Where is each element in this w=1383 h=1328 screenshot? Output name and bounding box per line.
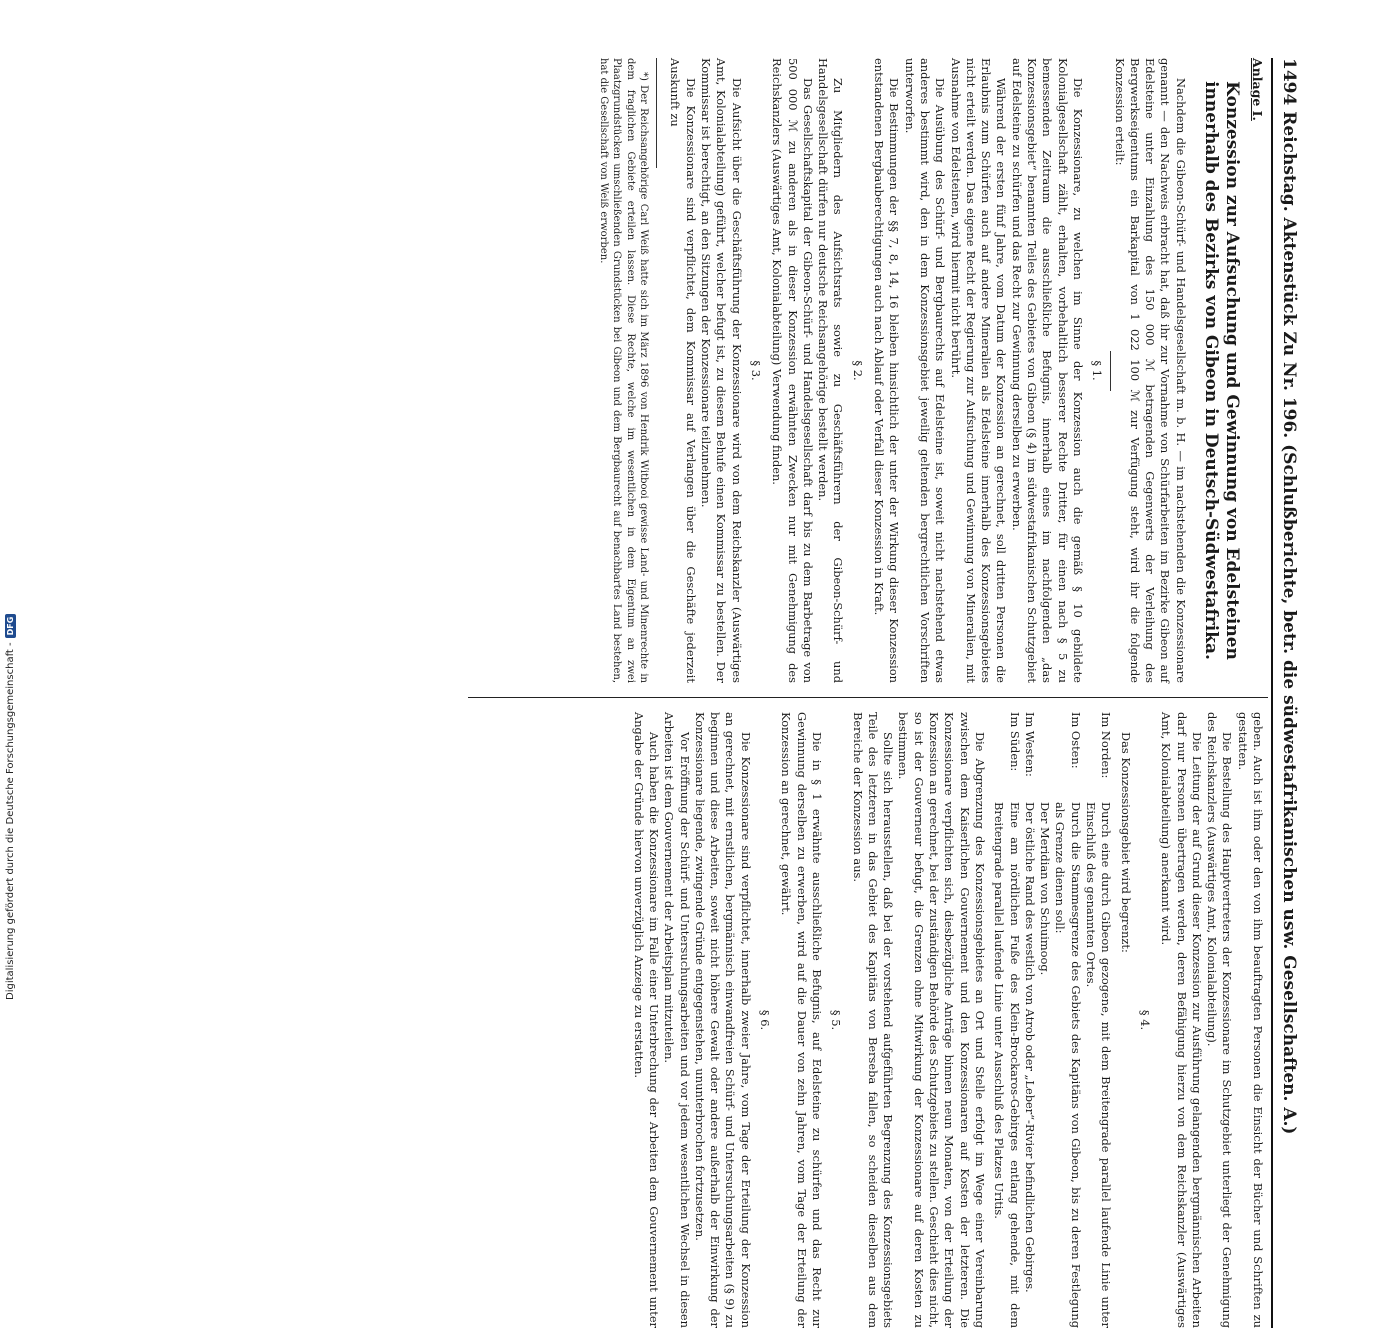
section-1-heading: § 1. xyxy=(1090,360,1105,381)
border-text: Durch die Stammesgrenze des Gebiets des Kapitäns von Gibeon, bis zu deren Festlegung als Grenze dienen soll: xyxy=(1053,802,1083,1328)
section-2-paragraph: Zu Mitgliedern des Aufsichtsrats sowie zu Geschäftsführern der Gibeon-Schürf- und Handelsgesellschaft dürfen nur deutsche Reichsangehörige bestellt werden. xyxy=(816,58,846,683)
border-label: Im Westen: xyxy=(1022,712,1037,777)
section-6-heading: § 6. xyxy=(758,1009,773,1031)
page-header xyxy=(1275,58,1299,1328)
section-1-paragraph: Die Bestimmungen der §§ 7, 8, 14, 16 bleiben hinsichtlich der unter der Wirkung dieser Konzession entstandenen Bergbauberechtigungen auch nach Ablauf oder Verfall dieser Konzession in Kraft. xyxy=(872,58,902,683)
section-1-paragraph: Während der ersten fünf Jahre, vom Datum der Konzession an gerechnet, soll dritten Personen die Erlaubnis zum Schürfen auch auf andere Mineralien als Edelsteine innerhalb des Konzessionsgebietes nicht erteilt werden. Das eigene Recht der Regierung zur Aufsuchung und Gewinnung von Mineralien, mit Ausnahme von Edelsteinen, wird hiermit nicht berührt. xyxy=(948,58,1009,683)
section-2-heading: § 2. xyxy=(850,360,865,381)
border-row xyxy=(991,712,1022,1328)
section-4-heading: § 4. xyxy=(1137,1009,1152,1031)
management-paragraph: Die Leitung der auf Grund dieser Konzession zur Ausführung gelangenden bergmännischen Arbeiten darf nur Personen übertragen werden, deren Befähigung hierzu von dem Reichskanzler (Auswärtiges Amt, Kolonialabteilung) anerkannt wird. xyxy=(1159,712,1204,1328)
border-row xyxy=(1022,712,1037,1328)
section-4-paragraph: Sollte sich herausstellen, daß bei der vorstehend aufgeführten Begrenzung des Konzessionsgebiets Teile des letzteren in das Gebiet des Kapitäns von Berseba fallen, so scheiden dieselben aus dem Bereiche der Konzession aus. xyxy=(850,712,896,1328)
border-row xyxy=(1037,712,1052,1328)
section-4-intro: Das Konzessionsgebiet wird begrenzt: xyxy=(1118,732,1133,953)
border-text: Der Meridian von Schuimoog. xyxy=(1038,802,1053,976)
section-3-heading: § 3. xyxy=(748,360,763,381)
section-6-paragraph: Vor Eröffnung der Schürf- und Untersuchungsarbeiten und vor jedem wesentlichen Wechsel in diesen Arbeiten ist dem Gouvernement der Arbeitsplan mitzuteilen. xyxy=(662,712,692,1328)
border-text: Durch eine durch Gibeon gezogene, mit dem Breitengrade parallel laufende Linie unter Einschluß des genannten Ortes. xyxy=(1084,802,1114,1328)
dfg-logo-icon: DFG xyxy=(5,614,16,639)
border-label: Im Norden: xyxy=(1099,712,1114,779)
continued-paragraph: geben. Auch ist ihm oder den von ihm beauftragten Personen die Einsicht der Bücher und Schriften zu gestatten. xyxy=(1235,712,1265,1328)
border-label xyxy=(1037,712,1052,802)
section-1-paragraph: Die Ausübung des Schürf- und Bergbaurechts auf Edelsteine ist, soweit nicht nachstehend etwas anderes bestimmt wird, den in dem Konzessionsgebiet jeweilig geltenden bergrechtlichen Vorschriften unterworfen. xyxy=(902,58,948,683)
column-divider xyxy=(468,697,1268,698)
section-2-paragraph: Das Gesellschaftskapital der Gibeon-Schürf- und Handelsgesellschaft darf bis zu dem Barbetrage von 500 000 ℳ zu anderen als in dieser Konzession erwähnten Zwecken nur mit Genehmigung des Reichskanzlers (Auswärtiges Amt, Kolonialabteilung) Verwendung finden. xyxy=(770,58,815,683)
border-label: Im Osten: xyxy=(1068,712,1083,769)
border-list xyxy=(991,712,1113,1328)
border-row xyxy=(1083,712,1114,1328)
anlage-label: Anlage I. xyxy=(1250,58,1265,121)
section-5-heading: § 5. xyxy=(829,1009,844,1031)
border-text: Der östliche Rand des westlich von Atrob oder „Leber“-Rivier befindlichen Gebirges. xyxy=(1022,802,1037,1293)
intro-paragraph: Nachdem die Gibeon-Schürf- und Handelsgesellschaft m. b. H. — im nachstehenden die Konzessionare genannt — den Nachweis erbracht hat, daß ihr zur Vornahme von Schürfarbeiten im Bezirke Gibeon auf Edelsteine unter Einzahlung des 150 000 ℳ betragenden Gegenwerts der Verleihung des Bergwerkseigentums ein Barkapital von 1 022 100 ℳ zur Verfügung steht, wird ihr die folgende Konzession erteilt: xyxy=(1112,58,1188,683)
section-3-paragraph: Die Aufsicht über die Geschäftsführung der Konzessionare wird von dem Reichskanzler (Auswärtiges Amt, Kolonialabteilung) geführt, welcher befugt ist, zu diesem Behufe einen Kommissar zu bestellen. Der Kommissar ist berechtigt, an den Sitzungen der Konzessionare teilzunehmen. xyxy=(699,58,744,683)
digitization-text: Digitalisierung gefördert durch die Deutsche Forschungsgemeinschaft - xyxy=(4,642,16,1000)
running-title: Reichstag. Aktenstück Zu Nr. 196. (Schlußberichte, betr. die südwestafrikanischen usw. Gesellschaften. A.) xyxy=(1279,111,1299,1135)
digitization-note xyxy=(2,40,18,1000)
representative-paragraph: Die Bestellung des Hauptvertreters der Konzessionare im Schutzgebiet unterliegt der Genehmigung des Reichskanzlers (Auswärtiges Amt, Kolonialabteilung). xyxy=(1205,712,1235,1328)
section-rule xyxy=(1110,351,1111,391)
section-6-paragraph: Die Konzessionare sind verpflichtet, innerhalb zweier Jahre, vom Tage der Erteilung der Konzession an gerechnet, mit ernstlichen, bergmännisch einwandfreien Schürf- und Untersuchungsarbeiten (§ 9) zu beginnen und diese Arbeiten, soweit nicht höhere Gewalt oder andere außerhalb der Einwirkung der Konzessionare liegende, zwingende Gründe entgegenstehen, ununterbrochen fortzusetzen. xyxy=(692,712,753,1328)
section-6-paragraph: Auch haben die Konzessionare im Falle einer Unterbrechung der Arbeiten dem Gouvernement unter Angabe der Gründe hiervon unverzüglich Anzeige zu erstatten. xyxy=(631,712,662,1328)
right-column xyxy=(630,712,1265,1328)
page-number: 1494 xyxy=(1279,58,1299,106)
header-rule xyxy=(1271,58,1273,1328)
border-text: Eine am nördlichen Fuße des Klein-Brockaros-Gebirges entlang gehende, mit dem Breitengrade parallel laufende Linie unter Ausschluß des Platzes Uritis. xyxy=(992,802,1022,1328)
footnote xyxy=(596,58,650,683)
section-5-paragraph: Die in § 1 erwähnte ausschließliche Befugnis, auf Edelsteine zu schürfen und das Recht zur Gewinnung derselben zu erwerben, wird auf die Dauer von zehn Jahren, vom Tage der Erteilung der Konzession an gerechnet, gewährt. xyxy=(779,712,824,1328)
section-4-paragraph: Die Abgrenzung des Konzessionsgebietes an Ort und Stelle erfolgt im Wege einer Vereinbarung zwischen dem Kaiserlichen Gouvernement und den Konzessionaren auf Kosten der letzteren. Die Konzessionare verpflichten sich, diesbezügliche Anträge binnen neun Monaten, von der Erteilung der Konzession an gerechnet, bei der zuständigen Behörde des Schutzgebiets zu stellen. Geschieht dies nicht, so ist der Gouverneur befugt, die Grenzen ohne Mitwirkung der Konzessionare auf deren Kosten zu bestimmen. xyxy=(896,712,987,1328)
border-row xyxy=(1052,712,1083,1328)
section-1-paragraph: Die Konzessionare, zu welchen im Sinne der Konzession auch die gemäß § 10 gebildete Kolonialgesellschaft zählt, erhalten, vorbehaltlich besserer Rechte Dritter, für einen nach § 5 zu bemessenden Zeitraum die ausschließliche Befugnis, innerhalb eines im nachfolgenden „das Konzessionsgebiet“ benannten Teiles des Gebietes von Gibeon (§ 4) im südwestafrikanischen Schutzgebiet auf Edelsteine zu schürfen und das Recht zur Gewinnung derselben zu erwerben. xyxy=(1009,58,1085,683)
left-column xyxy=(596,58,1265,683)
footnote-rule xyxy=(656,58,657,168)
border-label: Im Süden: xyxy=(1007,712,1022,772)
footnote-text: *) Der Reichsangehörige Carl Weiß hatte sich im März 1896 von Hendrik Witbooi gewisse Land- und Minenrechte in dem fraglichen Gebiete erteilen lassen. Diese Rechte, welche im wesentlichen in dem Eigentum an zwei Plaatzgrundstücken umschließenden Grundstücken bei Gibeon und dem Bergbaurecht auf benachbartes Land bestehen, hat die Gesellschaft von Weiß erworben. xyxy=(597,58,650,683)
document-title: Konzession zur Aufsuchung und Gewinnung von Edelsteinen innerhalb des Bezirks von Gibeon in Deutsch-Südwestafrika. xyxy=(1200,81,1242,660)
section-3-paragraph: Die Konzessionare sind verpflichtet, dem Kommissar auf Verlangen über die Geschäfte jederzeit Auskunft zu xyxy=(668,58,698,683)
